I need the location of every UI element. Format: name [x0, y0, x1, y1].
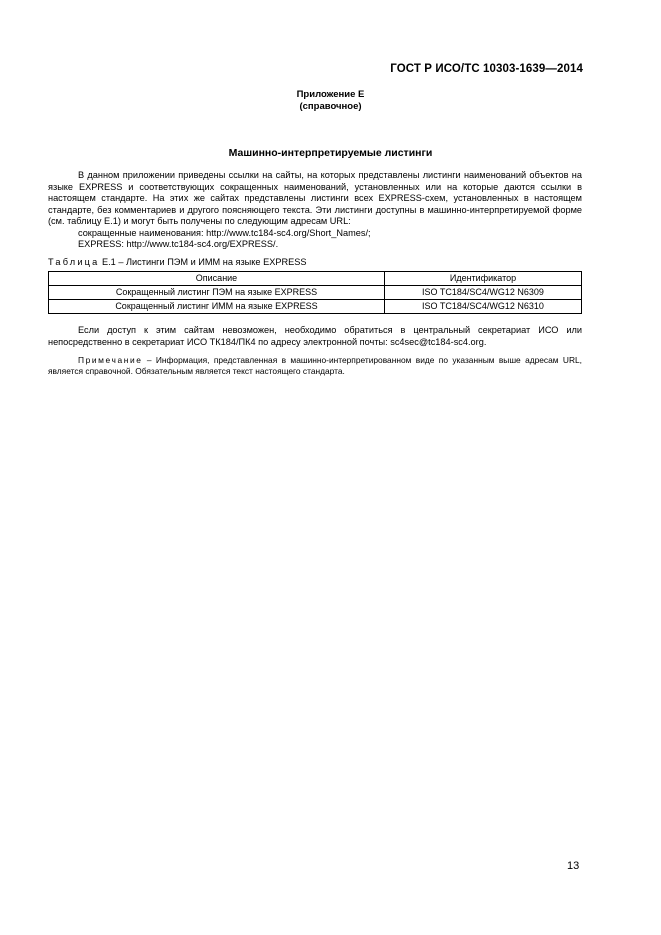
short-names-url: сокращенные наименования: http://www.tc184-sc4.org/Short_Names/;: [78, 227, 371, 238]
table-cell-description: Сокращенный листинг ИММ на языке EXPRESS: [49, 300, 385, 314]
page-number: 13: [567, 860, 580, 872]
table-caption: [48, 257, 306, 267]
listings-table: [48, 271, 582, 314]
express-url: EXPRESS: http://www.tc184-sc4.org/EXPRESS/.: [78, 239, 279, 249]
appendix-subtitle: (справочное): [299, 101, 362, 112]
table-cell-identifier: ISO TC184/SC4/WG12 N6310: [385, 300, 582, 314]
appendix-heading: [0, 89, 661, 113]
table-row: [49, 300, 582, 314]
intro-block: [48, 170, 582, 251]
table-caption-label: Таблица: [48, 257, 100, 267]
table-header-row: [49, 272, 582, 286]
note-label: Примечание: [78, 355, 143, 365]
table-cell-description: Сокращенный листинг ПЭМ на языке EXPRESS: [49, 286, 385, 300]
column-header-description: Описание: [49, 272, 385, 286]
table-cell-identifier: ISO TC184/SC4/WG12 N6309: [385, 286, 582, 300]
note-text: – Информация, представленная в машинно-интерпретированном виде по указанным выше адресам URL, является справочной. Обязательным является текст настоящего стандарта.: [48, 355, 582, 376]
section-title: Машинно-интерпретируемые листинги: [228, 147, 433, 159]
table-caption-text: Е.1 – Листинги ПЭМ и ИММ на языке EXPRESS: [99, 257, 307, 267]
table-row: [49, 286, 582, 300]
appendix-title: Приложение Е: [296, 89, 365, 100]
contact-paragraph: Если доступ к этим сайтам невозможен, необходимо обратиться в центральный секретариат ИСО или непосредственно в секретариат ИСО ТК184/ПК4 по адресу электронной почты: sc4sec@tc184-sc4.org.: [48, 325, 582, 347]
column-header-identifier: Идентификатор: [385, 272, 582, 286]
document-header-id: ГОСТ Р ИСО/ТС 10303-1639—2014: [390, 63, 583, 75]
intro-paragraph: В данном приложении приведены ссылки на сайты, на которых представлены листинги наименований объектов на языке EXPRESS и соответствующих сокращенных наименований, установленных или на которые даются ссылки в настоящем стандарте. На этих же сайтах представлены листинги всех EXPRESS-схем, установленных в настоящем стандарте, без комментариев и другого поясняющего текста. Эти листинги доступны в машинно-интерпретируемой форме (см. таблицу Е.1) и могут быть получены по следующим адресам URL:: [48, 170, 582, 226]
note-paragraph: [48, 355, 582, 377]
